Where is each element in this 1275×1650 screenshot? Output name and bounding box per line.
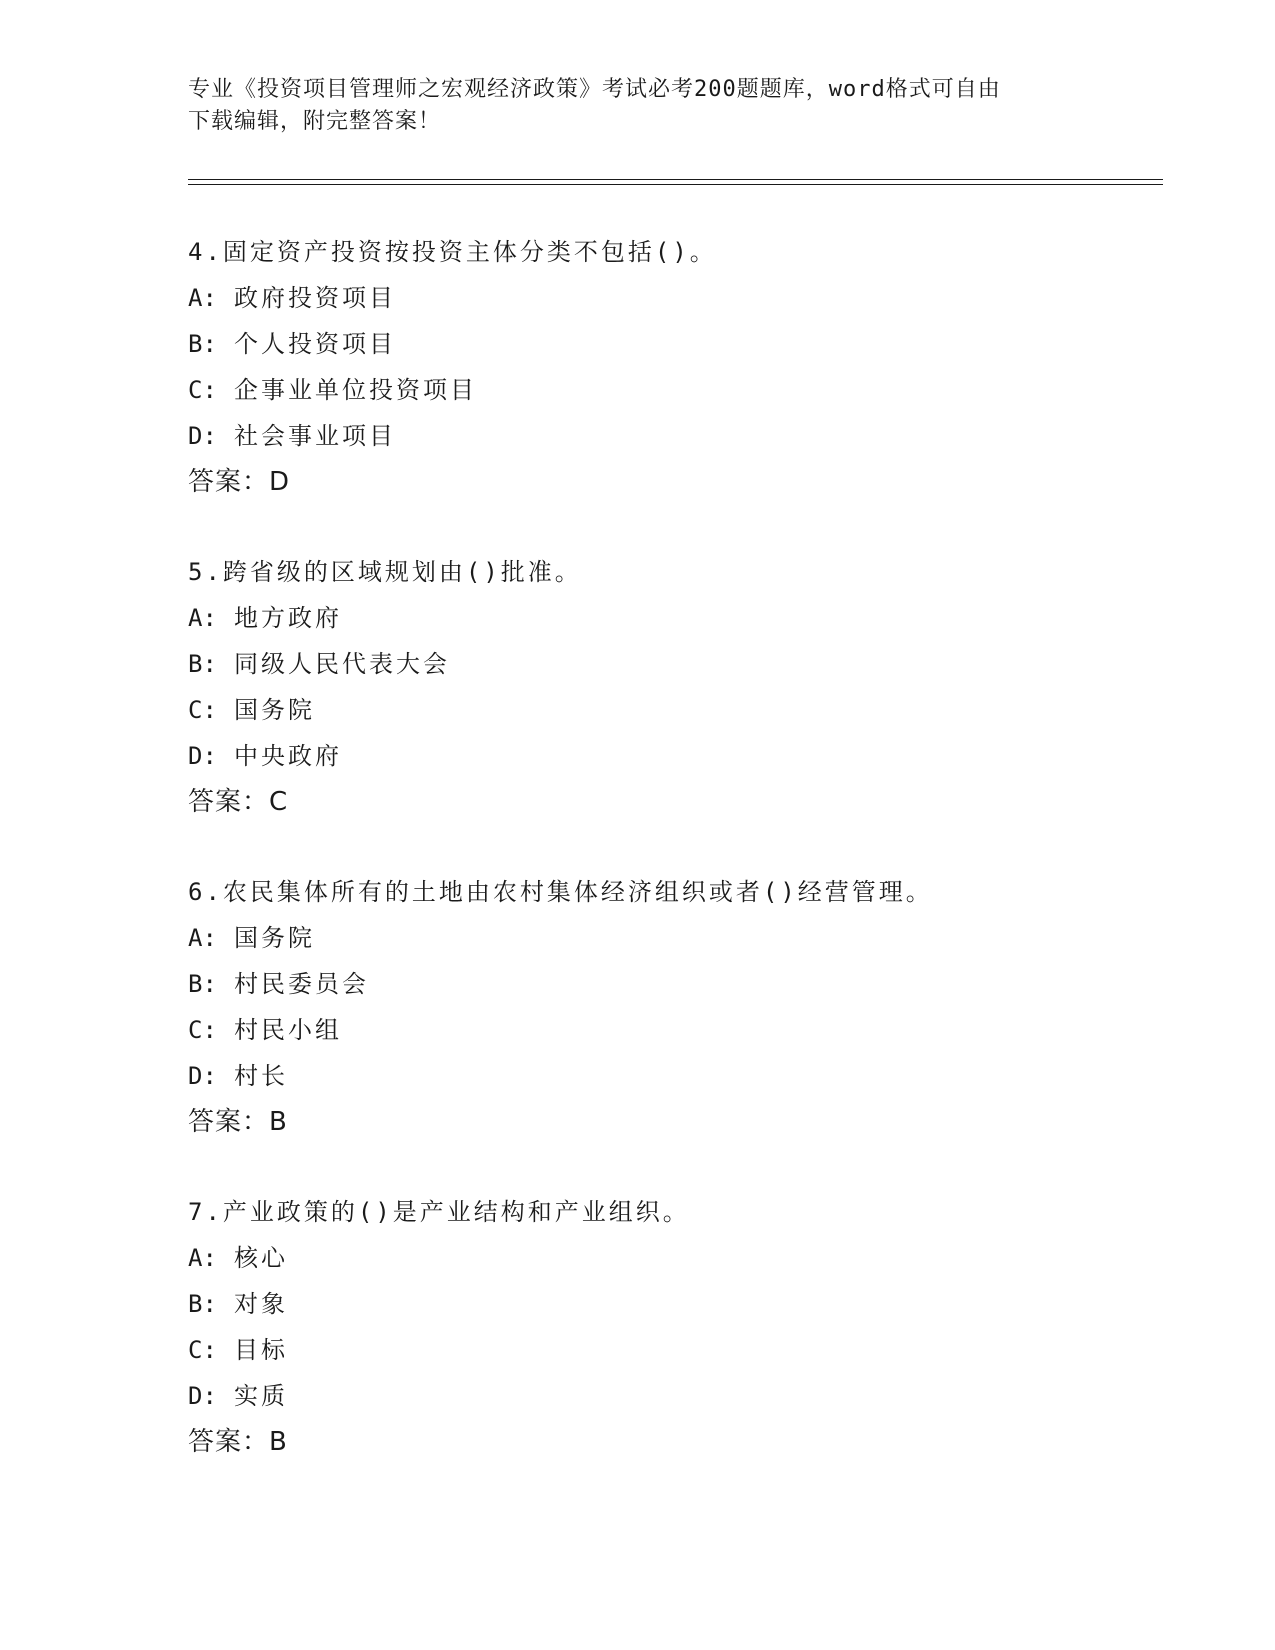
option-letter: D:: [188, 1382, 217, 1410]
option-letter: A:: [188, 924, 217, 952]
option-text: 核心: [234, 1244, 288, 1272]
option-d: [188, 733, 1168, 779]
option-letter: C:: [188, 1016, 217, 1044]
header-line-1: 专业《投资项目管理师之宏观经济政策》考试必考200题题库，word格式可自由: [188, 77, 1001, 102]
option-c: [188, 687, 1168, 733]
option-text: 目标: [234, 1336, 288, 1364]
header-divider-top: [188, 179, 1163, 180]
question-5: [188, 549, 1168, 825]
question-stem: 5.跨省级的区域规划由()批准。: [188, 558, 582, 586]
option-letter: D:: [188, 742, 217, 770]
option-letter: B:: [188, 970, 217, 998]
option-d: [188, 1373, 1168, 1419]
option-text: 村长: [234, 1062, 288, 1090]
option-letter: C:: [188, 1336, 217, 1364]
option-letter: C:: [188, 696, 217, 724]
header-line-2: 下载编辑，附完整答案！: [188, 109, 442, 134]
question-stem: 4.固定资产投资按投资主体分类不包括()。: [188, 238, 717, 266]
option-text: 国务院: [234, 696, 315, 724]
option-b: [188, 321, 1168, 367]
header-divider-bottom: [188, 184, 1163, 185]
option-text: 村民委员会: [234, 970, 369, 998]
document-header: [188, 74, 1088, 138]
question-7: [188, 1189, 1168, 1465]
option-text: 同级人民代表大会: [234, 650, 450, 678]
question-6: [188, 869, 1168, 1145]
option-text: 社会事业项目: [234, 422, 396, 450]
option-d: [188, 413, 1168, 459]
question-4: [188, 229, 1168, 505]
option-text: 国务院: [234, 924, 315, 952]
answer: 答案：C: [188, 787, 289, 817]
option-letter: B:: [188, 650, 217, 678]
option-c: [188, 367, 1168, 413]
question-stem: 7.产业政策的()是产业结构和产业组织。: [188, 1198, 690, 1226]
option-a: [188, 595, 1168, 641]
answer: 答案：B: [188, 1107, 288, 1137]
option-d: [188, 1053, 1168, 1099]
option-b: [188, 1281, 1168, 1327]
option-c: [188, 1007, 1168, 1053]
option-letter: C:: [188, 376, 217, 404]
option-letter: B:: [188, 1290, 217, 1318]
option-c: [188, 1327, 1168, 1373]
option-letter: D:: [188, 1062, 217, 1090]
option-text: 地方政府: [234, 604, 342, 632]
option-letter: A:: [188, 1244, 217, 1272]
option-a: [188, 1235, 1168, 1281]
option-letter: D:: [188, 422, 217, 450]
option-text: 政府投资项目: [234, 284, 396, 312]
option-text: 实质: [234, 1382, 288, 1410]
question-stem: 6.农民集体所有的土地由农村集体经济组织或者()经营管理。: [188, 878, 933, 906]
option-letter: A:: [188, 604, 217, 632]
option-text: 村民小组: [234, 1016, 342, 1044]
option-text: 中央政府: [234, 742, 342, 770]
option-letter: A:: [188, 284, 217, 312]
option-text: 个人投资项目: [234, 330, 396, 358]
option-text: 对象: [234, 1290, 288, 1318]
answer: 答案：D: [188, 467, 291, 497]
option-text: 企事业单位投资项目: [234, 376, 477, 404]
option-letter: B:: [188, 330, 217, 358]
option-a: [188, 915, 1168, 961]
option-b: [188, 641, 1168, 687]
option-b: [188, 961, 1168, 1007]
answer: 答案：B: [188, 1427, 288, 1457]
option-a: [188, 275, 1168, 321]
